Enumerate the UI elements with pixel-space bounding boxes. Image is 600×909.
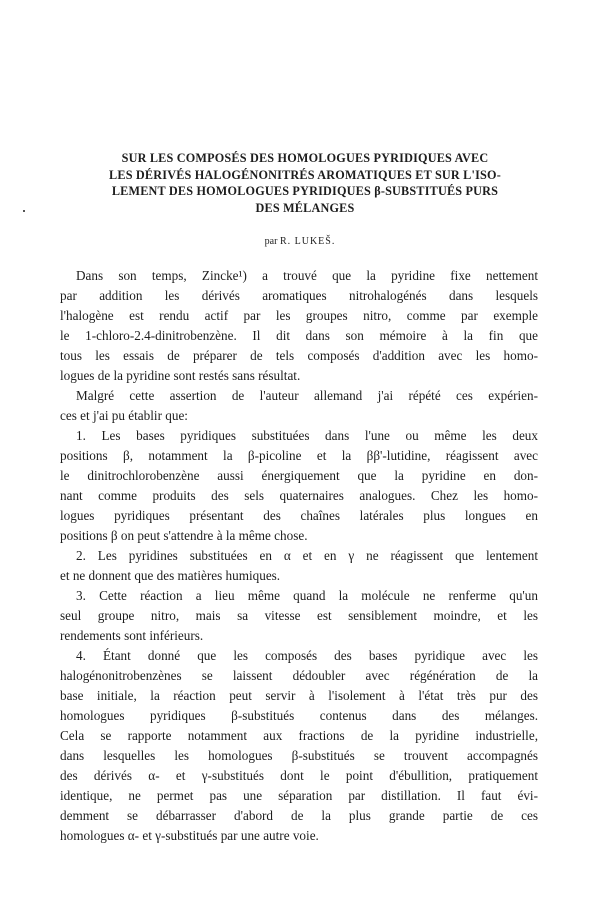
body-line: 1. Les bases pyridiques substituées dans l'une ou même les deux — [76, 428, 538, 443]
body-line: positions β on peut s'attendre à la même chose. — [60, 528, 308, 543]
body-line: logues de la pyridine sont restés sans résultat. — [60, 368, 301, 383]
body-line: positions β, notamment la β-picoline et la ββ'-lutidine, réagissent avec — [60, 448, 538, 463]
body-line: tous les essais de préparer de tels composés d'addition avec les homo- — [60, 348, 538, 363]
title-line: LES DÉRIVÉS HALOGÉNONITRÉS AROMATIQUES ET SUR L'ISO- — [109, 167, 501, 182]
article-body — [60, 266, 538, 846]
title-line: DES MÉLANGES — [255, 200, 355, 215]
body-line: halogénonitrobenzènes se laissent dédoubler avec régénération de la — [60, 668, 538, 683]
body-line: Malgré cette assertion de l'auteur allemand j'ai répété ces expérien- — [76, 388, 538, 403]
body-line: base initiale, la réaction peut servir à l'isolement à l'état très pur des — [60, 688, 538, 703]
body-line: nant comme produits des sels quaternaires analogues. Chez les homo- — [60, 488, 538, 503]
body-line: Dans son temps, Zincke¹) a trouvé que la pyridine fixe nettement — [76, 268, 538, 283]
body-line: identique, ne permet pas une séparation par distillation. Il faut évi- — [60, 788, 538, 803]
author-name: R. LUKEŠ. — [279, 236, 336, 247]
body-line: homologues pyridiques β-substitués contenus dans des mélanges. — [60, 708, 538, 723]
byline-prefix: par — [264, 236, 278, 247]
body-line: 2. Les pyridines substituées en α et en γ ne réagissent que lentement — [76, 548, 538, 563]
title-line: SUR LES COMPOSÉS DES HOMOLOGUES PYRIDIQUES AVEC — [121, 151, 489, 165]
body-line: homologues α- et γ-substitués par une autre voie. — [60, 828, 319, 843]
article-title — [70, 150, 540, 216]
body-line: seul groupe nitro, mais sa vitesse est sensiblement moindre, et les — [60, 608, 538, 623]
author-byline — [0, 236, 600, 247]
body-line: des dérivés α- et γ-substitués dont le point d'ébullition, pratiquement — [60, 768, 538, 783]
body-line: demment se débarrasser d'abord de la plus grande partie de ces — [60, 808, 538, 823]
body-line: rendements sont inférieurs. — [60, 628, 204, 643]
body-line: l'halogène est rendu actif par les groupes nitro, comme par exemple — [60, 308, 538, 323]
body-line: et ne donnent que des matières humiques. — [60, 568, 281, 583]
body-line: logues pyridiques présentant des chaînes latérales plus longues en — [60, 508, 538, 523]
body-line: le 1-chloro-2.4-dinitrobenzène. Il dit dans son mémoire à la fin que — [60, 328, 538, 343]
body-line: Cela se rapporte notamment aux fractions de la pyridine industrielle, — [60, 728, 538, 743]
body-line: par addition les dérivés aromatiques nitrohalogénés dans lesquels — [60, 288, 538, 303]
body-line: le dinitrochlorobenzène aussi énergiquement que la pyridine en don- — [60, 468, 538, 483]
body-line: ces et j'ai pu établir que: — [60, 408, 188, 423]
body-line: dans lesquelles les homologues β-substitués se trouvent accompagnés — [60, 748, 538, 763]
body-line: 4. Étant donné que les composés des bases pyridique avec les — [76, 648, 538, 663]
body-line: 3. Cette réaction a lieu même quand la molécule ne renferme qu'un — [76, 588, 538, 603]
margin-mark — [23, 210, 25, 212]
title-line: LEMENT DES HOMOLOGUES PYRIDIQUES β-SUBSTITUÉS PURS — [111, 184, 499, 198]
